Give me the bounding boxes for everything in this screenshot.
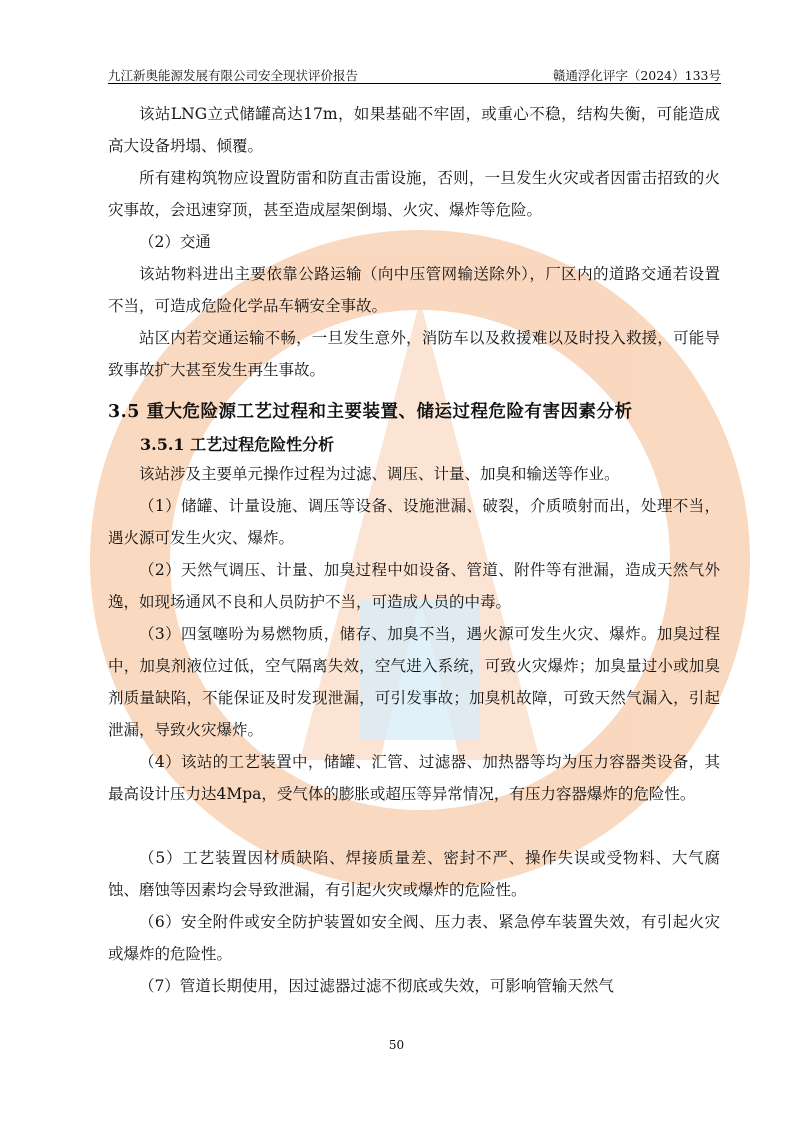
- item-5: （5）工艺装置因材质缺陷、焊接质量差、密封不严、操作失误或受物料、大气腐蚀、磨蚀等因素均会导致泄漏，有引起火灾或爆炸的危险性。: [108, 849, 720, 899]
- page-header: [108, 66, 721, 84]
- item-intro: 该站涉及主要单元操作过程为过滤、调压、计量、加臭和输送等作业。: [139, 465, 620, 483]
- paragraph-traffic-title: （2）交通: [139, 233, 211, 251]
- section-heading: 3.5 重大危险源工艺过程和主要装置、储运过程危险有害因素分析: [108, 402, 633, 422]
- item-6: （6）安全附件或安全防护装置如安全阀、压力表、紧急停车装置失效，有引起火灾或爆炸的危险性。: [108, 913, 720, 963]
- paragraph-lightning: 所有建构筑物应设置防雷和防直击雷设施，否则，一旦发生火灾或者因雷击招致的火灾事故，会迅速穿顶，甚至造成屋架倒塌、火灾、爆炸等危险。: [108, 169, 720, 219]
- paragraph-tank: 该站LNG立式储罐高达17m，如果基础不牢固，或重心不稳，结构失衡，可能造成高大设备坍塌、倾覆。: [108, 105, 720, 155]
- page-number: 50: [388, 1038, 405, 1052]
- header-company: 九江新奥能源发展有限公司安全现状评价报告: [108, 68, 359, 83]
- header-doc-number: 赣通浮化评字（2024）133号: [552, 68, 721, 83]
- item-4: （4）该站的工艺装置中，储罐、汇管、过滤器、加热器等均为压力容器类设备，其最高设计压力达4Mpa，受气体的膨胀或超压等异常情况，有压力容器爆炸的危险性。: [108, 753, 720, 803]
- subsection-heading: 3.5.1 工艺过程危险性分析: [140, 435, 335, 454]
- item-3: （3）四氢噻吩为易燃物质，储存、加臭不当，遇火源可发生火灾、爆炸。加臭过程中，加臭剂液位过低，空气隔离失效，空气进入系统，可致火灾爆炸；加臭量过小或加臭剂质量缺陷，不能保证及时发现泄漏，可引发事故；加臭机故障，可致天然气漏入，引起泄漏，导致火灾爆炸。: [108, 625, 720, 739]
- paragraph-traffic: 该站物料进出主要依靠公路运输（向中压管网输送除外），厂区内的道路交通若设置不当，可造成危险化学品车辆安全事故。: [108, 265, 720, 315]
- item-2: （2）天然气调压、计量、加臭过程中如设备、管道、附件等有泄漏，造成天然气外逸，如现场通风不良和人员防护不当，可造成人员的中毒。: [108, 561, 720, 611]
- paragraph-rescue: 站区内若交通运输不畅，一旦发生意外，消防车以及救援难以及时投入救援，可能导致事故扩大甚至发生再生事故。: [108, 329, 720, 379]
- item-1: （1）储罐、计量设施、调压等设备、设施泄漏、破裂，介质喷射而出，处理不当，遇火源可发生火灾、爆炸。: [108, 497, 720, 547]
- item-7: （7）管道长期使用，因过滤器过滤不彻底或失效，可影响管输天然气: [139, 977, 614, 995]
